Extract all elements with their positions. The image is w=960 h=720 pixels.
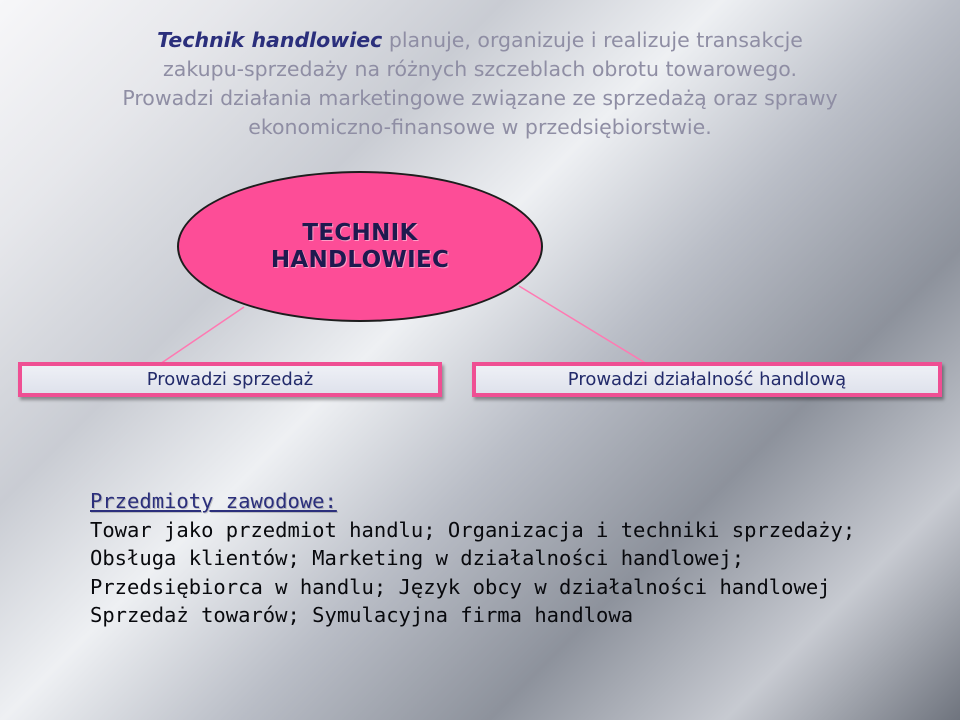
intro-line-4: ekonomiczno-finansowe w przedsiębiorstwie.	[248, 115, 712, 139]
central-node-label	[250, 220, 470, 274]
subjects-line: Obsługa klientów; Marketing w działalności handlowej;	[90, 546, 745, 570]
connector-left	[160, 307, 244, 364]
intro-line-1	[40, 26, 920, 55]
sales-box	[18, 362, 442, 397]
trade-activity-box-label: Prowadzi działalność handlową	[567, 369, 847, 390]
subjects-line: Przedsiębiorca w handlu; Język obcy w działalności handlowej	[90, 574, 831, 599]
central-node-line-2: HANDLOWIEC	[270, 246, 450, 273]
sales-box-label: Prowadzi sprzedaż	[146, 369, 314, 390]
intro-line-3: Prowadzi działania marketingowe związane ze sprzedażą oraz sprawy	[122, 86, 838, 110]
intro-text	[40, 26, 920, 142]
subjects-line: Sprzedaż towarów; Symulacyjna firma handlowa	[90, 603, 634, 627]
intro-line-1-rest: planuje, organizuje i realizuje transakcje	[382, 28, 803, 52]
intro-line-2: zakupu-sprzedaży na różnych szczeblach obrotu towarowego.	[163, 57, 797, 81]
trade-activity-box	[472, 362, 942, 397]
intro-lead: Technik handlowiec	[157, 28, 383, 52]
subjects-title: Przedmioty zawodowe:	[90, 489, 337, 513]
subjects-line: Towar jako przedmiot handlu; Organizacja i techniki sprzedaży;	[90, 517, 856, 542]
vocational-subjects	[90, 487, 910, 630]
central-node	[177, 171, 543, 322]
central-node-line-1: TECHNIK	[302, 219, 418, 246]
connector-right	[519, 286, 647, 364]
